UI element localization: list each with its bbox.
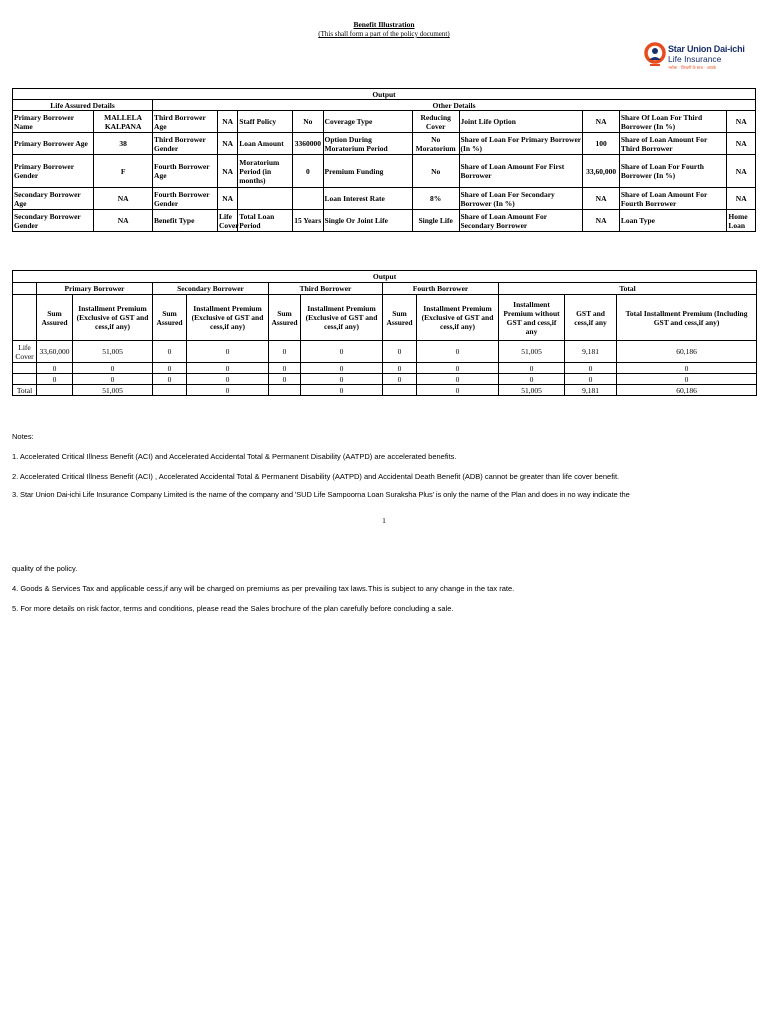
detail-value <box>293 188 323 210</box>
detail-value: Home Loan <box>727 210 756 232</box>
group-header-secondary: Secondary Borrower <box>153 283 269 295</box>
table-cell <box>153 385 187 396</box>
detail-value: 0 <box>293 155 323 188</box>
table-cell: 0 <box>269 341 301 363</box>
life-assured-header: Life Assured Details <box>13 100 153 111</box>
table-cell: 0 <box>187 385 269 396</box>
table-cell: 0 <box>383 363 417 374</box>
detail-value: 15 Years <box>293 210 323 232</box>
table-cell: 0 <box>301 385 383 396</box>
detail-label: Total Loan Period <box>238 210 293 232</box>
detail-label: Share of Loan For Secondary Borrower (In %) <box>459 188 583 210</box>
detail-value: NA <box>583 188 620 210</box>
detail-value: No <box>293 111 323 133</box>
detail-label: Premium Funding <box>323 155 412 188</box>
table-cell: 0 <box>301 363 383 374</box>
table-cell: 33,60,000 <box>37 341 73 363</box>
detail-value: Single Life <box>412 210 459 232</box>
table-cell: 0 <box>73 374 153 385</box>
table-row <box>13 374 757 385</box>
detail-label: Loan Type <box>619 210 727 232</box>
table-cell: 0 <box>37 363 73 374</box>
table-cell <box>269 385 301 396</box>
page-number: 1 <box>382 516 386 525</box>
detail-value: NA <box>727 188 756 210</box>
table-cell: 0 <box>153 341 187 363</box>
column-header: Sum Assured <box>383 295 417 341</box>
detail-label: Share of Loan For Primary Borrower (In %) <box>460 134 582 153</box>
logo-brand-sub: Life Insurance <box>668 54 722 64</box>
document-title: Benefit Illustration <box>353 20 415 29</box>
table-row <box>13 341 757 363</box>
detail-label: Share of Loan Amount For Secondary Borrower <box>459 210 583 232</box>
detail-value: Reducing Cover <box>412 111 459 133</box>
column-header: Installment Premium without GST and cess,if any <box>499 295 565 341</box>
detail-label <box>238 188 293 210</box>
detail-label: Share of Loan For Fourth Borrower (In %) <box>619 155 727 188</box>
table-cell: 0 <box>417 363 499 374</box>
detail-label: Third Borrower Age <box>153 111 218 133</box>
output-header: Output <box>13 271 757 283</box>
table-cell: 0 <box>187 341 269 363</box>
document-header <box>0 20 768 38</box>
detail-value: MALLELA KALPANA <box>94 111 153 133</box>
detail-value: Life Cover <box>219 211 239 230</box>
column-header: Installment Premium (Exclusive of GST and cess,if any) <box>301 295 383 341</box>
document-subtitle: (This shall form a part of the policy document) <box>318 30 450 38</box>
detail-value: NA <box>727 133 756 155</box>
table-cell: 60,186 <box>617 385 757 396</box>
table-cell: 0 <box>499 374 565 385</box>
column-header: Total Installment Premium (Including GST and cess,if any) <box>617 295 757 341</box>
table-cell: 0 <box>153 363 187 374</box>
detail-label: Secondary Borrower Gender <box>13 210 94 232</box>
table-cell: 0 <box>301 341 383 363</box>
table-cell: 0 <box>565 374 617 385</box>
column-header: Installment Premium (Exclusive of GST and cess,if any) <box>187 295 269 341</box>
table-cell: 0 <box>301 374 383 385</box>
row-label: Total <box>13 385 37 396</box>
note-3: 3. Star Union Dai-ichi Life Insurance Company Limited is the name of the company and 'SUD Life Sampoorna Loan Suraksha Plus' is only the name of the Plan and does in no way indicate the <box>12 490 630 499</box>
column-header: Sum Assured <box>269 295 301 341</box>
table-total-row <box>13 385 757 396</box>
table-cell: 0 <box>499 363 565 374</box>
detail-label: Primary Borrower Name <box>13 111 94 133</box>
row-label <box>13 363 37 374</box>
detail-value: NA <box>583 111 620 133</box>
column-header: Sum Assured <box>37 295 73 341</box>
note-3-continued: quality of the policy. <box>12 564 78 573</box>
table-cell: 0 <box>153 374 187 385</box>
group-header-primary: Primary Borrower <box>37 283 153 295</box>
table-cell: 51,005 <box>499 341 565 363</box>
detail-label: Third Borrower Gender <box>153 133 218 155</box>
detail-value: 8% <box>412 188 459 210</box>
logo-emblem-icon <box>644 42 666 68</box>
column-header: Installment Premium (Exclusive of GST and cess,if any) <box>417 295 499 341</box>
corner-cell <box>13 283 37 295</box>
detail-label: Single Or Joint Life <box>323 210 412 232</box>
detail-label: Joint Life Option <box>459 111 583 133</box>
detail-value: NA <box>583 210 620 232</box>
table-cell: 0 <box>269 374 301 385</box>
table-cell: 0 <box>617 363 757 374</box>
table-cell: 9,181 <box>565 385 617 396</box>
group-header-fourth: Fourth Borrower <box>383 283 499 295</box>
table-row <box>13 363 757 374</box>
detail-value: NA <box>94 188 153 210</box>
detail-label: Share Of Loan For Third Borrower (In %) <box>619 111 727 133</box>
detail-label: Benefit Type <box>153 210 218 232</box>
table-cell: 51,005 <box>73 385 153 396</box>
detail-label: Share of Loan Amount For Fourth Borrower <box>619 188 727 210</box>
table-cell <box>383 385 417 396</box>
detail-label: Moratorium Period (in months) <box>238 155 293 188</box>
detail-value: No Moratorium <box>412 133 459 155</box>
output-header: Output <box>13 89 756 100</box>
detail-label: Secondary Borrower Age <box>13 188 94 210</box>
detail-label: Fourth Borrower Gender <box>153 188 218 210</box>
table-cell: 0 <box>383 374 417 385</box>
detail-value: 33,60,000 <box>583 155 620 188</box>
detail-value: 38 <box>94 133 153 155</box>
detail-label: Loan Interest Rate <box>323 188 412 210</box>
table-cell: 0 <box>383 341 417 363</box>
detail-value: NA <box>218 188 238 210</box>
detail-value: 3360000 <box>293 133 323 155</box>
detail-label: Share of Loan Amount For Third Borrower <box>619 133 727 155</box>
detail-label: Fourth Borrower Age <box>153 155 218 188</box>
detail-label: Loan Amount <box>238 133 293 155</box>
company-logo <box>644 40 756 74</box>
detail-value: NA <box>94 210 153 232</box>
detail-label: Share of Loan Amount For First Borrower <box>459 155 583 188</box>
table-cell: 9,181 <box>565 341 617 363</box>
group-header-third: Third Borrower <box>269 283 383 295</box>
row-label: Life Cover <box>13 341 37 363</box>
detail-value: NA <box>727 155 756 188</box>
table-cell: 0 <box>187 363 269 374</box>
table-cell: 0 <box>37 374 73 385</box>
detail-label: Option During Moratorium Period <box>323 133 412 155</box>
table-cell: 0 <box>417 341 499 363</box>
detail-value: NA <box>218 155 238 188</box>
detail-value: NA <box>727 111 756 133</box>
table-cell: 0 <box>417 374 499 385</box>
table-cell: 51,005 <box>73 341 153 363</box>
premium-output-table <box>12 270 757 396</box>
table-cell: 60,186 <box>617 341 757 363</box>
note-2: 2. Accelerated Critical Illness Benefit (ACI) , Accelerated Accidental Total & Permanent Disability (AATPD) and Accidental Death Benefit (ADB) cannot be greater than life cover benefit. <box>12 472 620 481</box>
note-4: 4. Goods & Services Tax and applicable cess,if any will be charged on premiums as per prevailing tax laws.This is subject to any change in the tax rate. <box>12 584 515 593</box>
detail-label: Primary Borrower Gender <box>13 155 94 188</box>
detail-value: F <box>94 155 153 188</box>
other-details-header: Other Details <box>153 100 756 111</box>
detail-value: No <box>412 155 459 188</box>
note-5: 5. For more details on risk factor, terms and conditions, please read the Sales brochure of the plan carefully before concluding a sale. <box>12 604 454 613</box>
table-cell: 0 <box>417 385 499 396</box>
detail-value: 100 <box>583 133 620 155</box>
table-cell: 51,005 <box>499 385 565 396</box>
detail-label: Primary Borrower Age <box>13 133 94 155</box>
table-cell: 0 <box>269 363 301 374</box>
column-header: Installment Premium (Exclusive of GST and cess,if any) <box>73 295 153 341</box>
corner-cell <box>13 295 37 341</box>
table-cell: 0 <box>617 374 757 385</box>
column-header: GST and cess,if any <box>565 295 617 341</box>
group-header-total: Total <box>499 283 757 295</box>
note-1: 1. Accelerated Critical Illness Benefit (ACI) and Accelerated Accidental Total & Permanent Disability (AATPD) are accelerated benefits. <box>12 452 457 461</box>
detail-value: NA <box>218 133 238 155</box>
row-label <box>13 374 37 385</box>
detail-label: Staff Policy <box>238 111 293 133</box>
table-cell: 0 <box>187 374 269 385</box>
notes-heading: Notes: <box>12 432 34 441</box>
column-header: Sum Assured <box>153 295 187 341</box>
logo-brand-name: Star Union Dai-ichi <box>668 44 745 54</box>
table-cell: 0 <box>73 363 153 374</box>
logo-tagline: भरोसा · ज़िन्दगी के साथ · आपके <box>668 65 717 70</box>
table-cell: 0 <box>565 363 617 374</box>
detail-label: Coverage Type <box>323 111 412 133</box>
detail-value: NA <box>218 111 238 133</box>
table-cell <box>37 385 73 396</box>
policy-details-table <box>12 88 756 232</box>
